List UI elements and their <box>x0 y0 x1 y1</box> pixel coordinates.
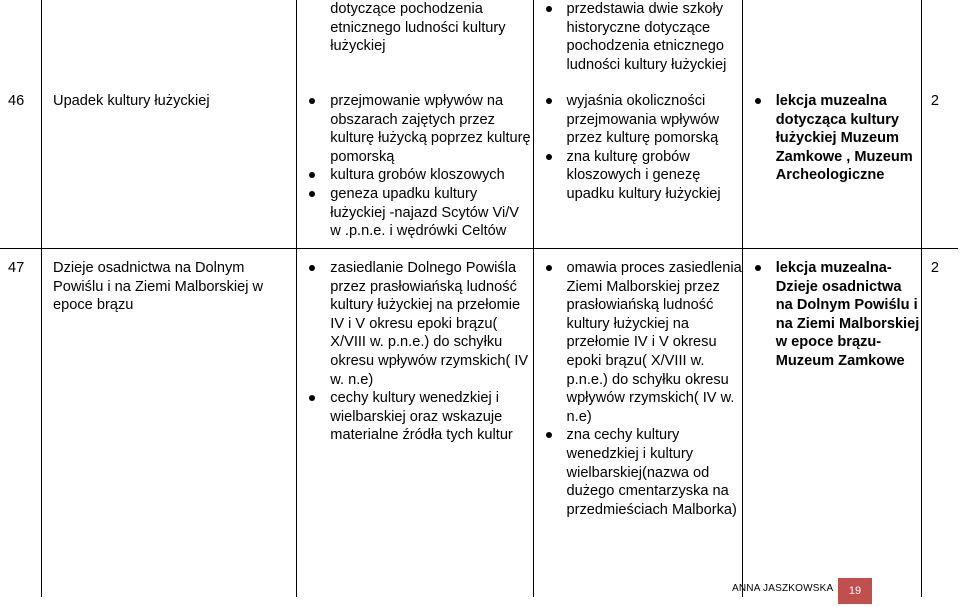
list-item: cechy kultury wenedzkiej i wielbarskiej oraz wskazuje materialne źródła tych kultur <box>297 389 532 445</box>
list-item: kultura grobów kloszowych <box>297 166 532 185</box>
lesson-topic-cell <box>42 88 297 249</box>
list-item: geneza upadku kultury łużyckiej -najazd Scytów Vi/V w .p.n.e. i wędrówki Celtów <box>297 185 532 241</box>
list-item: zna kulturę grobów kloszowych i genezę upadku kultury łużyckiej <box>534 148 742 204</box>
footer-author: ANNA JASZKOWSKA <box>732 583 834 594</box>
table-row <box>0 0 958 88</box>
lesson-topic-cell <box>42 249 297 598</box>
lesson-topic-cell <box>42 0 297 88</box>
method-cell <box>742 88 921 249</box>
list-item: zasiedlanie Dolnego Powiśla przez prasłowiańską ludność kultury łużyckiej na przełomie IV i V okresu epoki brązu( X/VIII w. p.n.e.) do schyłku okresu wpływów rzymskich( IV w. n.e) <box>297 259 532 389</box>
method-cell <box>742 249 921 598</box>
lesson-number-cell <box>0 249 42 598</box>
list-item: zna cechy kultury wenedzkiej i kultury wielbarskiej(nazwa od dużego cmentarzyska na przedmieściach Malborka) <box>534 426 742 519</box>
lesson-number: 47 <box>8 260 25 276</box>
method-text: lekcja muzealna dotycząca kultury łużyckiej Muzeum Zamkowe , Muzeum Archeologiczne <box>743 92 921 185</box>
hours-cell <box>921 249 958 598</box>
hours-value: 2 <box>930 93 940 109</box>
list-item: przejmowanie wpływów na obszarach zajętych przez kulturę łużycką poprzez kulturę pomorską <box>297 92 532 166</box>
lesson-number: 46 <box>8 93 25 109</box>
hours-value: 2 <box>930 260 940 276</box>
lesson-topic: Upadek kultury łużyckiej <box>53 93 210 109</box>
lesson-number-cell <box>0 0 42 88</box>
content-cell <box>297 249 533 598</box>
lesson-number-cell <box>0 88 42 249</box>
effects-cell <box>533 88 742 249</box>
list-item: omawia proces zasiedlenia Ziemi Malborskiej przez prasłowiańską ludność kultury łużyckiej na przełomie IV i V okresu epoki brązu( X/VIII w. p.n.e.) do schyłku okresu wpływów rzymskich( IV w. n.e) <box>534 259 742 426</box>
content-cell <box>297 88 533 249</box>
hours-cell <box>921 88 958 249</box>
method-text: lekcja muzealna- Dzieje osadnictwa na Dolnym Powiślu i na Ziemi Malborskiej w epoce brązu- Muzeum Zamkowe <box>743 259 921 371</box>
list-item: przedstawia dwie szkoły historyczne dotyczące pochodzenia etnicznego ludności kultury łużyckiej <box>534 0 742 74</box>
hours-cell <box>921 0 958 88</box>
list-item: wyjaśnia okoliczności przejmowania wpływów przez kulturę pomorską <box>534 92 742 148</box>
table-row <box>0 88 958 249</box>
effects-cell <box>533 0 742 88</box>
table-row <box>0 249 958 598</box>
effects-cell <box>533 249 742 598</box>
page-number-badge: 19 <box>838 578 872 604</box>
content-cell <box>297 0 533 88</box>
page-footer <box>732 578 872 604</box>
method-cell <box>742 0 921 88</box>
list-item: dotyczące pochodzenia etnicznego ludności kultury łużyckiej <box>330 1 506 55</box>
lesson-topic: Dzieje osadnictwa na Dolnym Powiślu i na Ziemi Malborskiej w epoce brązu <box>53 260 264 314</box>
